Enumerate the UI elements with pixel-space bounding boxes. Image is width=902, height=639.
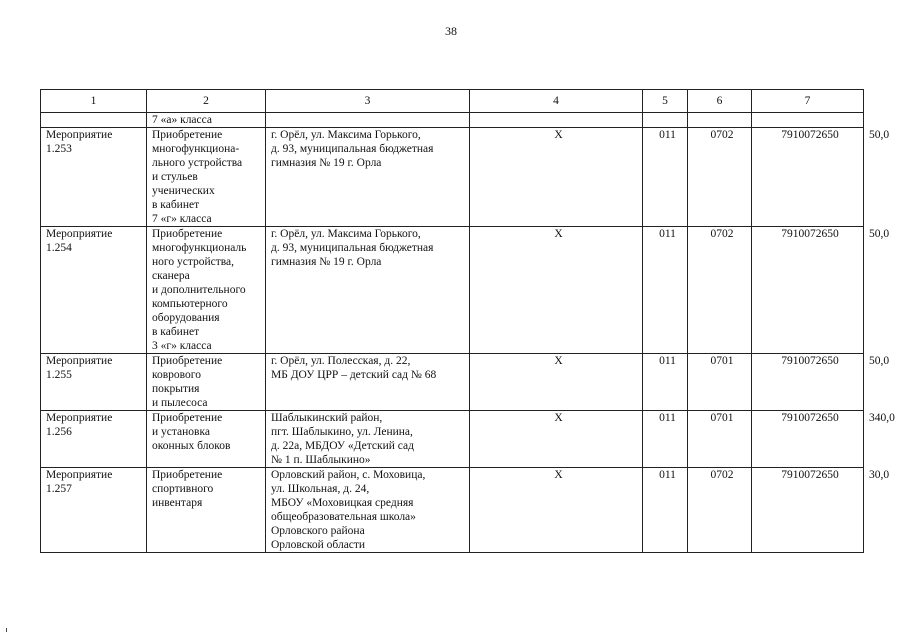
row-col4: 011 (643, 354, 688, 411)
row-name: Приобретение и установка оконных блоков (147, 411, 266, 468)
continuation-text: 7 «а» класса (147, 113, 266, 128)
header-col-4: 4 (470, 90, 643, 113)
row-address: г. Орёл, ул. Полесская, д. 22, МБ ДОУ ЦРР – детский сад № 68 (266, 354, 470, 411)
row-id: Мероприятие 1.254 (41, 227, 147, 354)
row-address: Орловский район, с. Моховица, ул. Школьная, д. 24, МБОУ «Моховицкая средняя общеобразовательная школа» Орловского района Орловской области (266, 468, 470, 553)
cell-empty (688, 113, 752, 128)
row-col6: 7910072650 (752, 128, 864, 227)
row-id: Мероприятие 1.256 (41, 411, 147, 468)
row-col6: 7910072650 (752, 468, 864, 553)
row-address: г. Орёл, ул. Максима Горького, д. 93, муниципальная бюджетная гимназия № 19 г. Орла (266, 227, 470, 354)
cell-empty (752, 113, 864, 128)
header-row (41, 90, 864, 113)
row-col5: 0702 (688, 227, 752, 354)
header-col-6: 6 (688, 90, 752, 113)
row-name: Приобретение спортивного инвентаря (147, 468, 266, 553)
row-col3: Х (470, 128, 643, 227)
table-row: Мероприятие 1.254 Приобретение многофункциональ ного устройства, сканера и дополнительного компьютерного оборудования в кабинет 3 «г» класса г. Орёл, ул. Максима Горького, д. 93, муниципальная бюджетная гимназия № 19 г. Орла Х 011 0702 7910072650 50,0 (41, 227, 864, 354)
cell-empty (643, 113, 688, 128)
row-col5: 0702 (688, 468, 752, 553)
budget-table (40, 89, 895, 553)
row-col3: Х (470, 354, 643, 411)
row-col5: 0701 (688, 411, 752, 468)
row-address: г. Орёл, ул. Максима Горького, д. 93, муниципальная бюджетная гимназия № 19 г. Орла (266, 128, 470, 227)
row-address: Шаблыкинский район, пгт. Шаблыкино, ул. Ленина, д. 22а, МБДОУ «Детский сад № 1 п. Шаблыкино» (266, 411, 470, 468)
row-col4: 011 (643, 128, 688, 227)
row-col4: 011 (643, 227, 688, 354)
cell-empty (266, 113, 470, 128)
row-col3: Х (470, 468, 643, 553)
row-id: Мероприятие 1.257 (41, 468, 147, 553)
page-number: 38 (445, 24, 457, 38)
table-row: Мероприятие 1.256 Приобретение и установка оконных блоков Шаблыкинский район, пгт. Шаблыкино, ул. Ленина, д. 22а, МБДОУ «Детский сад № 1 п. Шаблыкино» Х 011 0701 7910072650 340,0 (41, 411, 864, 468)
row-col6: 7910072650 (752, 354, 864, 411)
row-col3: Х (470, 227, 643, 354)
table-row: Мероприятие 1.257 Приобретение спортивного инвентаря Орловский район, с. Моховица, ул. Школьная, д. 24, МБОУ «Моховицкая средняя общеобразовательная школа» Орловского района Орловской области Х 011 0702 7910072650 30,0 (41, 468, 864, 553)
table-row: Мероприятие 1.253 Приобретение многофункциона- льного устройства и стульев ученических в кабинет 7 «г» класса г. Орёл, ул. Максима Горького, д. 93, муниципальная бюджетная гимназия № 19 г. Орла Х 011 0702 7910072650 50,0 (41, 128, 864, 227)
continuation-row (41, 113, 864, 128)
header-col-7: 7 (752, 90, 864, 113)
cell-empty (41, 113, 147, 128)
header-col-1: 1 (41, 90, 147, 113)
row-col5: 0702 (688, 128, 752, 227)
row-col5: 0701 (688, 354, 752, 411)
row-col6: 7910072650 (752, 411, 864, 468)
header-col-2: 2 (147, 90, 266, 113)
row-col4: 011 (643, 468, 688, 553)
cell-empty (470, 113, 643, 128)
row-name: Приобретение коврового покрытия и пылесоса (147, 354, 266, 411)
row-col6: 7910072650 (752, 227, 864, 354)
row-name: Приобретение многофункциональ ного устройства, сканера и дополнительного компьютерного оборудования в кабинет 3 «г» класса (147, 227, 266, 354)
row-col3: Х (470, 411, 643, 468)
row-id: Мероприятие 1.253 (41, 128, 147, 227)
row-name: Приобретение многофункциона- льного устройства и стульев ученических в кабинет 7 «г» класса (147, 128, 266, 227)
row-id: Мероприятие 1.255 (41, 354, 147, 411)
table-row: Мероприятие 1.255 Приобретение коврового покрытия и пылесоса г. Орёл, ул. Полесская, д. 22, МБ ДОУ ЦРР – детский сад № 68 Х 011 0701 7910072650 50,0 (41, 354, 864, 411)
header-col-3: 3 (266, 90, 470, 113)
scan-edge-mark (6, 628, 7, 632)
header-col-5: 5 (643, 90, 688, 113)
row-col4: 011 (643, 411, 688, 468)
